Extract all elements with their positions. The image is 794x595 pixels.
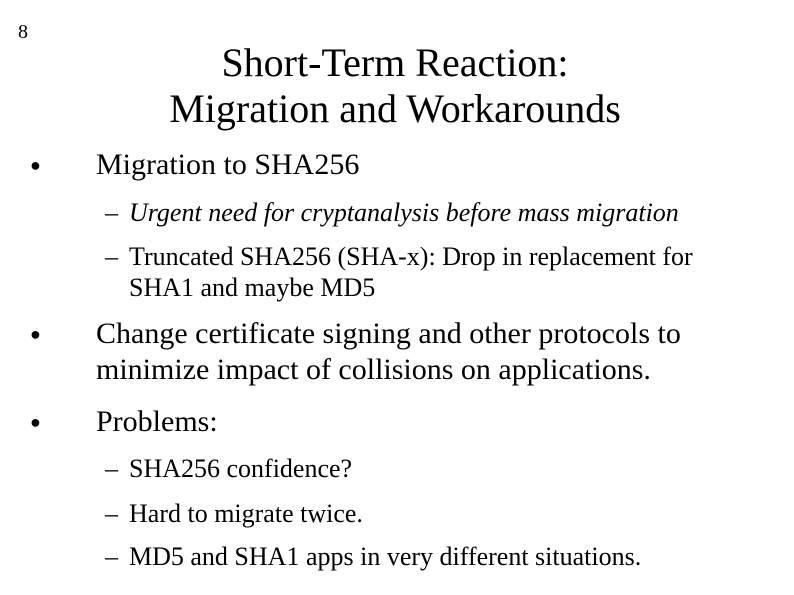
bullet-text: Problems: [96, 405, 218, 438]
sub-bullet-item [105, 541, 755, 572]
bullet-marker: ● [30, 412, 41, 432]
bullet-marker: ● [30, 155, 41, 175]
slide-title-line-2: Migration and Workarounds [169, 86, 621, 131]
sub-bullet-text: Hard to migrate twice. [129, 499, 363, 528]
sub-bullet-text: MD5 and SHA1 apps in very different situations. [129, 542, 642, 571]
bullet-item [30, 147, 770, 183]
dash-marker: – [105, 242, 118, 271]
bullet-item [30, 316, 770, 388]
dash-marker: – [105, 454, 118, 483]
sub-bullet-item [105, 241, 755, 303]
bullet-text: Migration to SHA256 [96, 148, 360, 181]
dash-marker: – [105, 499, 118, 528]
dash-marker: – [105, 198, 118, 227]
sub-bullet-text: Truncated SHA256 (SHA-x): Drop in replacement for SHA1 and maybe MD5 [129, 242, 693, 302]
sub-bullet-text: SHA256 confidence? [129, 454, 353, 483]
sub-bullet-item [105, 453, 755, 484]
sub-bullet-text: Urgent need for cryptanalysis before mass migration [129, 198, 679, 227]
sub-bullet-item [105, 498, 755, 529]
bullet-text: Change certificate signing and other protocols to minimize impact of collisions on applications. [96, 317, 681, 386]
slide-title-line-1: Short-Term Reaction: [221, 40, 569, 85]
dash-marker: – [105, 542, 118, 571]
bullet-marker: ● [30, 324, 41, 344]
bullet-item [30, 404, 770, 440]
sub-bullet-item [105, 197, 755, 228]
slide-title [0, 40, 790, 132]
slide-number: 8 [18, 21, 28, 43]
